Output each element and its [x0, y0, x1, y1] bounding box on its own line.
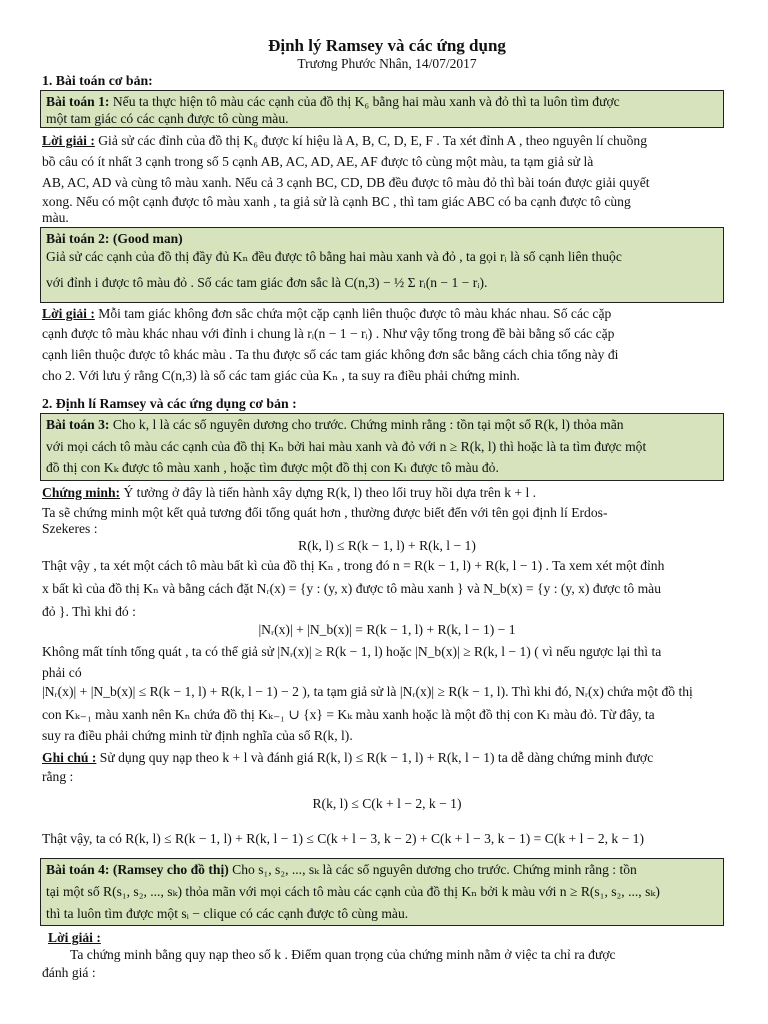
proof-text-4: Thật vậy , ta xét một cách tô màu bất kì của đồ thị Kₙ , trong đó n = R(k − 1, l) + R(k, l − 1) . Ta xem xét một đỉnh [42, 558, 665, 573]
proof-text-1: Ý tưởng ở đây là tiến hành xây dựng R(k, l) theo lối truy hồi dựa trên k + l . [120, 485, 537, 500]
solution-2-text-1: Mỗi tam giác không đơn sắc chứa một cặp cạnh liên thuộc được tô màu khác nhau. Số các cặp [94, 306, 612, 321]
problem-3-text-3: đồ thị con Kₖ được tô màu xanh , hoặc tìm được một đồ thị con Kₗ được tô màu đỏ. [46, 460, 499, 475]
page-title: Định lý Ramsey và các ứng dụng [268, 36, 506, 55]
proof-text-6: đỏ }. Thì khi đó : [42, 604, 136, 619]
solution-2-text-3: cạnh liên thuộc được tô khác màu . Ta thu được số các tam giác không đơn sắc bằng cách chia tổng này đi [42, 347, 619, 362]
proof-text-2: Ta sẽ chứng minh một kết quả tương đối tổng quát hơn , thường được biết đến với tên gọi định lí Erdos- [42, 505, 608, 520]
solution-1-text-1: Giả sử các đỉnh của đồ thị K₆ được kí hiệu là A, B, C, D, E, F . Ta xét đỉnh A , theo nguyên lí chuồng [94, 133, 647, 148]
problem-3-text-2: với mọi cách tô màu các cạnh của đồ thị Kₙ bởi hai màu xanh và đỏ với n ≥ R(k, l) thì hoặc là ta tìm được một [46, 439, 647, 454]
problem-4-text-2: tại một số R(s₁, s₂, ..., sₖ) thỏa mãn với mọi cách tô màu các cạnh của đồ thị Kₙ bởi k màu với n ≥ R(s₁, s₂, ..., sₖ) [46, 884, 660, 899]
proof-text-11: suy ra điều phải chứng minh từ định nghĩa của số R(k, l). [42, 728, 353, 743]
equation-binomial-bound: R(k, l) ≤ C(k + l − 2, k − 1) [312, 796, 462, 811]
problem-4-text-3: thì ta luôn tìm được một sᵢ − clique có các cạnh được tô cùng màu. [46, 906, 409, 921]
problem-2-text-2: với đỉnh i được tô màu đỏ . Số các tam giác đơn sắc là C(n,3) − ½ Σ rᵢ(n − 1 − rᵢ). [46, 275, 488, 290]
solution-4-text-2: đánh giá : [42, 965, 96, 980]
proof-text-3: Szekeres : [42, 521, 98, 536]
proof-text-10: con Kₖ₋₁ màu xanh nên Kₙ chứa đồ thị Kₖ₋₁ ∪ {x} = Kₖ màu xanh hoặc là một đồ thị con Kₗ màu đỏ. Từ đây, ta [42, 707, 655, 722]
proof-line-1 [42, 484, 536, 502]
problem-3-label: Bài toán 3: [46, 417, 110, 432]
solution-2-label: Lời giải : [42, 306, 95, 321]
proof-label: Chứng minh: [42, 485, 121, 500]
note-line-1 [42, 749, 653, 767]
section-heading-1: 1. Bài toán cơ bản: [42, 73, 153, 88]
solution-1-label: Lời giải : [42, 133, 95, 148]
note-label: Ghi chú : [42, 750, 97, 765]
proof-text-5: x bất kì của đồ thị Kₙ và bằng cách đặt Nᵣ(x) = {y : (y, x) được tô màu xanh } và N_b(x) = {y : (y, x) được tô màu [42, 581, 662, 596]
problem-1-text-2: một tam giác có các cạnh được tô cùng màu. [46, 111, 289, 126]
problem-1-label: Bài toán 1: [46, 94, 110, 109]
problem-3-line-1 [46, 416, 624, 434]
solution-2-line-1 [42, 305, 611, 323]
problem-3-box [40, 413, 724, 481]
problem-1-box [40, 90, 724, 128]
proof-text-7: Không mất tính tổng quát , ta có thể giả sử |Nᵣ(x)| ≥ R(k − 1, l) hoặc |N_b(x)| ≥ R(k, l − 1) ( vì nếu ngược lại thì ta [42, 644, 662, 659]
proof-text-9: |Nᵣ(x)| + |N_b(x)| ≤ R(k − 1, l) + R(k, l − 1) − 2 ), ta tạm giả sử là |Nᵣ(x)| ≥ R(k − 1, l). Thì khi đó, Nᵣ(x) chứa một đồ thị [42, 684, 693, 699]
problem-2-box [40, 227, 724, 303]
solution-1-text-3: AB, AC, AD và cùng tô màu xanh. Nếu cả 3 cạnh BC, CD, DB đều được tô màu đỏ thì bài toán được giải quyết [42, 175, 650, 190]
problem-4-label: Bài toán 4: (Ramsey cho đồ thị) [46, 862, 229, 877]
equation-neighbourhood-sum: |Nᵣ(x)| + |N_b(x)| = R(k − 1, l) + R(k, l − 1) − 1 [258, 622, 516, 637]
problem-2-text-1: Giả sử các cạnh của đồ thị đầy đủ Kₙ đều được tô bằng hai màu xanh và đỏ , ta gọi rᵢ là số cạnh liên thuộc [46, 249, 622, 264]
solution-1-text-4: xong. Nếu có một cạnh được tô màu xanh , ta giả sử là cạnh BC , thì tam giác ABC có ba cạnh được tô cùng [42, 194, 631, 209]
problem-1-text-1: Nếu ta thực hiện tô màu các cạnh của đồ thị K₆ bằng hai màu xanh và đỏ thì ta luôn tìm được [109, 94, 620, 109]
solution-2-text-2: cạnh được tô màu khác nhau với đỉnh i chung là rᵢ(n − 1 − rᵢ) . Như vậy tổng trong đề bài bằng số các cặp [42, 326, 615, 341]
note-text-1: Sử dụng quy nạp theo k + l và đánh giá R(k, l) ≤ R(k − 1, l) + R(k, l − 1) ta dễ dàng chứng minh được [96, 750, 654, 765]
solution-4-label: Lời giải : [48, 930, 101, 945]
problem-4-text-1: Cho s₁, s₂, ..., sₖ là các số nguyên dương cho trước. Chứng minh rằng : tồn [228, 862, 637, 877]
solution-2-text-4: cho 2. Với lưu ý rằng C(n,3) là số các tam giác của Kₙ , ta suy ra điều phải chứng minh. [42, 368, 520, 383]
solution-1-line-1 [42, 132, 647, 150]
proof-text-8: phải có [42, 665, 82, 680]
section-heading-2: 2. Định lí Ramsey và các ứng dụng cơ bản : [42, 396, 297, 411]
problem-2-label: Bài toán 2: (Good man) [46, 231, 183, 246]
equation-erdos-szekeres: R(k, l) ≤ R(k − 1, l) + R(k, l − 1) [298, 538, 476, 553]
note-text-3: Thật vậy, ta có R(k, l) ≤ R(k − 1, l) + R(k, l − 1) ≤ C(k + l − 3, k − 2) + C(k + l − 3, k − 1) = C(k + l − 2, k − 1) [42, 831, 645, 846]
author-date: Trương Phước Nhân, 14/07/2017 [297, 56, 477, 71]
problem-4-line-1 [46, 861, 637, 879]
solution-4-text-1: Ta chứng minh bằng quy nạp theo số k . Điểm quan trọng của chứng minh nằm ở việc ta chỉ ra được [70, 947, 616, 962]
solution-1-text-2: bồ câu có ít nhất 3 cạnh trong số 5 cạnh AB, AC, AD, AE, AF được tô cùng một màu, ta tạm giả sử là [42, 154, 594, 169]
problem-4-box [40, 858, 724, 926]
problem-1-line-1 [46, 93, 620, 111]
problem-3-text-1: Cho k, l là các số nguyên dương cho trước. Chứng minh rằng : tồn tại một số R(k, l) thỏa mãn [109, 417, 624, 432]
note-text-2: rằng : [42, 769, 74, 784]
solution-1-text-5: màu. [42, 210, 69, 225]
